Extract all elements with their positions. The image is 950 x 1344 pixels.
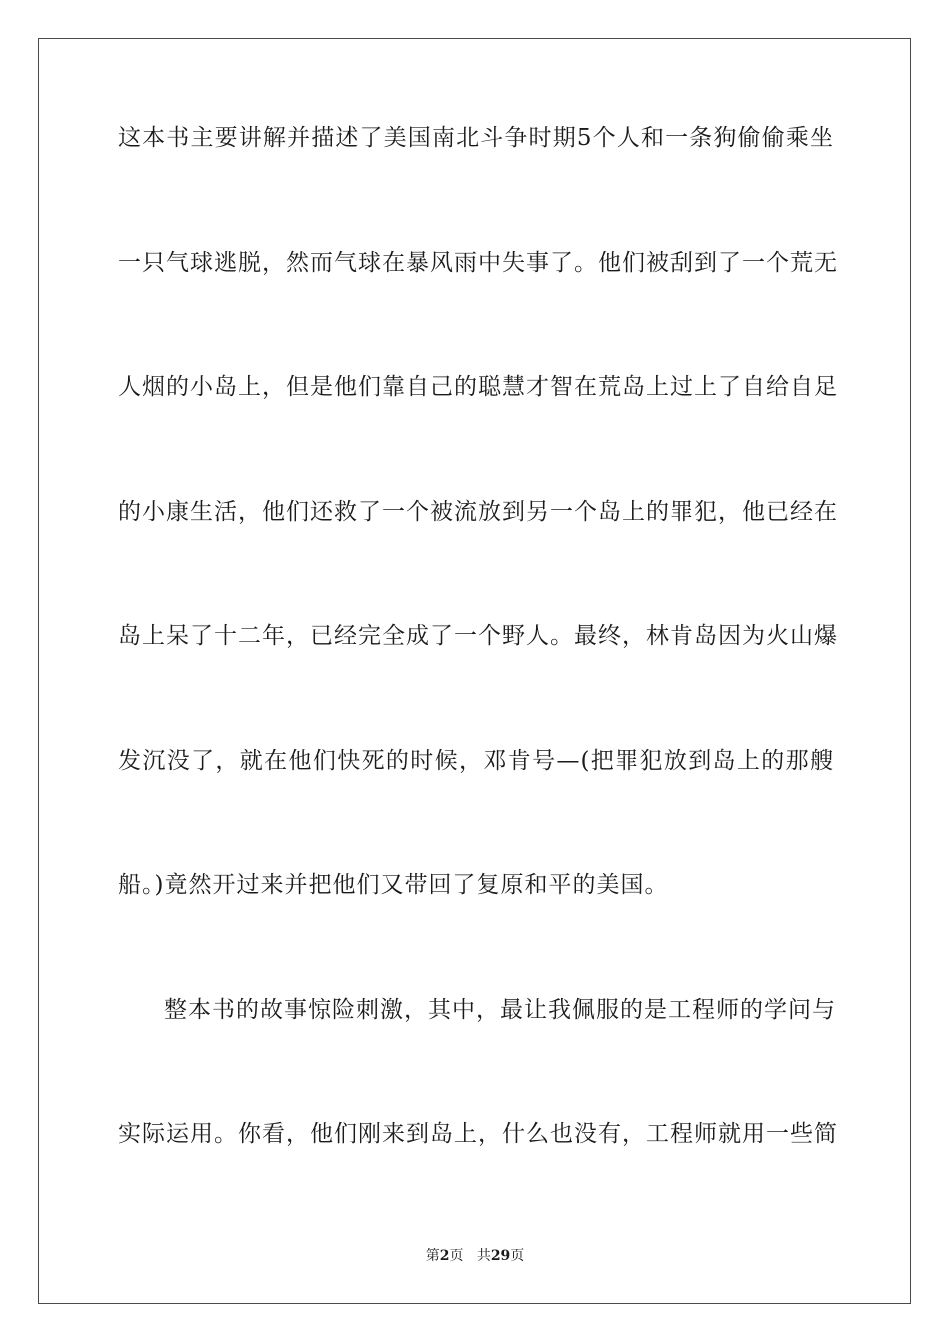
text-line: 实际运用。你看，他们刚来到岛上，什么也没有，工程师就用一些简 (118, 1121, 838, 1147)
text-line-paragraph-start: 整本书的故事惊险刺激，其中，最让我佩服的是工程师的学问与 (164, 996, 836, 1023)
page-prefix: 第 (425, 1248, 440, 1264)
page-footer (0, 1246, 950, 1266)
text-line: 岛上呆了十二年，已经完全成了一个野人。最终，林肯岛因为火山爆 (118, 623, 838, 649)
text-line: 这本书主要讲解并描述了美国南北斗争时期5个人和一条狗偷偷乘坐 (118, 125, 834, 151)
text-line: 人烟的小岛上，但是他们靠自己的聪慧才智在荒岛上过上了自给自足 (118, 374, 838, 400)
document-body (118, 122, 838, 1243)
page-suffix: 页 (449, 1248, 464, 1264)
text-line: 的小康生活，他们还救了一个被流放到另一个岛上的罪犯，他已经在 (118, 498, 838, 525)
text-line: 一只气球逃脱，然而气球在暴风雨中失事了。他们被刮到了一个荒无 (118, 249, 838, 276)
total-prefix: 共 (476, 1248, 491, 1264)
total-pages: 29 (490, 1248, 511, 1264)
text-line: 发沉没了，就在他们快死的时候，邓肯号—(把罪犯放到岛上的那艘 (118, 747, 834, 774)
page-number: 2 (439, 1248, 450, 1264)
total-suffix: 页 (510, 1248, 525, 1264)
text-line-paragraph-end: 船。)竟然开过来并把他们又带回了复原和平的美国。 (118, 872, 669, 898)
